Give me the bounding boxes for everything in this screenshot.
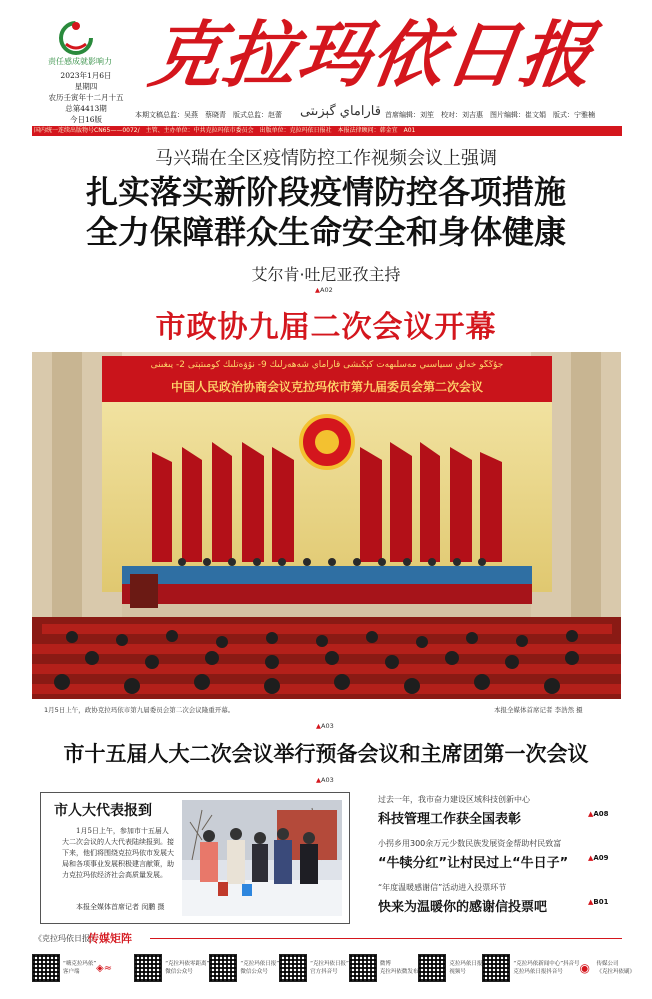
svg-text:◈≈: ◈≈ bbox=[96, 963, 113, 974]
page-ref-label: B01 bbox=[593, 898, 609, 906]
qr-code-icon bbox=[482, 954, 510, 982]
newspaper-logo-icon bbox=[56, 18, 96, 58]
media-item[interactable] bbox=[418, 948, 482, 988]
logo-slogan: 责任感成就影响力 bbox=[48, 57, 112, 66]
teaser-2-ref[interactable] bbox=[588, 854, 609, 862]
media-item-name: 克拉玛依日报 bbox=[449, 961, 483, 967]
qr-code-icon bbox=[279, 954, 307, 982]
photo-caption: 1月5日上午，政协克拉玛依市第九届委员会第二次会议隆重开幕。 bbox=[44, 706, 235, 714]
media-item[interactable] bbox=[96, 948, 134, 988]
lead-headline-line1[interactable]: 扎实落实新阶段疫情防控各项措施 bbox=[85, 173, 566, 211]
footer-divider bbox=[150, 938, 622, 939]
media-item-name: “克拉玛依新闻中心”抖音号 bbox=[513, 961, 580, 967]
media-item-name: “克拉玛依日报” bbox=[240, 961, 280, 967]
media-item-name: “克拉玛依零距离” bbox=[165, 961, 210, 967]
issue-info bbox=[36, 70, 136, 125]
page-ref-label: A03 bbox=[321, 722, 334, 730]
story-credit: 本报全媒体首席记者 闵鹏 摄 bbox=[76, 903, 165, 911]
qr-code-icon bbox=[418, 954, 446, 982]
media-item[interactable] bbox=[134, 948, 209, 988]
story-body: 1月5日上午，参加市十五届人大二次会议的人大代表陆续报到。接下来，他们将围绕克拉玛依市发展大局和各项事业发展积极建言献策，助力克拉玛依经济社会高质量发展。 bbox=[62, 827, 174, 879]
media-item[interactable] bbox=[209, 948, 279, 988]
qr-code-icon bbox=[209, 954, 237, 982]
triangle-icon: ▲ bbox=[588, 898, 594, 906]
delegates-photo[interactable] bbox=[182, 800, 342, 916]
triangle-icon: ▲ bbox=[316, 722, 321, 730]
teaser-3-ref[interactable] bbox=[588, 898, 608, 906]
lead-kicker[interactable]: 马兴瑞在全区疫情防控工作视频会议上强调 bbox=[155, 148, 497, 169]
media-item-name: “嗨克拉玛依” bbox=[63, 961, 97, 967]
photo-credit: 本报全媒体首席记者 李浩然 摄 bbox=[494, 706, 583, 714]
triangle-icon: ▲ bbox=[588, 854, 594, 862]
media-item-name: “克拉玛依日报” bbox=[310, 961, 349, 967]
masthead-uyghur-name: قاراماي گېزىتى bbox=[300, 104, 381, 119]
qr-code-icon bbox=[349, 954, 377, 982]
media-matrix bbox=[32, 948, 636, 988]
lead-headline-line2[interactable]: 全力保障群众生命安全和身体健康 bbox=[85, 213, 566, 251]
conference-photo[interactable] bbox=[32, 352, 621, 699]
media-item-name: 微博 bbox=[379, 961, 391, 967]
banner-uyghur-text: جۇڭگو خەلق سىياسىي مەسلىھەت كېڭىشى قاراماي شەھەرلىك 9- نۆۋەتلىك كومىتېتى 2- يىغىنى bbox=[150, 360, 504, 370]
page-ref-a02[interactable] bbox=[315, 286, 333, 294]
editors-left: 本期文稿总监：吴燕 蔡晓青 版式总监：赵蕾 bbox=[135, 111, 282, 119]
editors-right: 首席编辑：刘笙 校对：刘吉惠 图片编辑：崔文娟 版式：宁雅楠 bbox=[385, 111, 595, 119]
page-ref-label: A02 bbox=[320, 286, 333, 294]
triangle-icon: ▲ bbox=[588, 810, 594, 818]
npc-headline[interactable]: 市十五届人大二次会议举行预备会议和主席团第一次会议 bbox=[63, 742, 589, 766]
issue-number: 总第4413期 bbox=[65, 104, 107, 113]
media-item-type: 客户端 bbox=[63, 969, 80, 975]
teaser-3-sub: “年度温暖感谢信”活动进入投票环节 bbox=[378, 883, 507, 892]
brand-logo-icon bbox=[96, 955, 134, 981]
footer-label: 《克拉玛依日报》 bbox=[34, 934, 98, 943]
page-ref-a03[interactable] bbox=[316, 722, 334, 730]
media-logo-icon: ◉ bbox=[580, 955, 594, 981]
media-item-name: 传媒公司 bbox=[596, 961, 619, 967]
conference-hall-illustration bbox=[32, 352, 621, 699]
qr-code-icon bbox=[32, 954, 60, 982]
teaser-2-headline[interactable]: “牛犊分红”让村民过上“牛日子” bbox=[378, 856, 569, 871]
media-item-type: 视频号 bbox=[449, 969, 466, 975]
publication-info: 国内统一连续出版物号CN65——0072/ 主管、主办单位：中共克拉玛依市委员会 出版单位：克拉玛依日报社 本报法律顾问：韩金宜 A01 bbox=[34, 127, 416, 134]
banner-chinese-text: 中国人民政治协商会议克拉玛依市第九届委员会第二次会议 bbox=[170, 380, 483, 394]
delegates-illustration bbox=[182, 800, 342, 916]
media-item[interactable] bbox=[32, 948, 96, 988]
media-item-type: 《克拉玛依刷》 bbox=[596, 969, 636, 975]
media-item-type: 微信公众号 bbox=[165, 969, 193, 975]
masthead-title: 克拉玛依日报 bbox=[144, 12, 601, 97]
media-item[interactable] bbox=[279, 948, 349, 988]
issue-lunar-date: 农历壬寅年十二月十五 bbox=[48, 93, 124, 102]
story-headline[interactable]: 市人大代表报到 bbox=[54, 803, 152, 819]
page-ref-label: A08 bbox=[593, 810, 609, 818]
media-item[interactable] bbox=[580, 948, 636, 988]
media-item-type: 官方抖音号 bbox=[310, 969, 338, 975]
teaser-3-headline[interactable]: 快来为温暖你的感谢信投票吧 bbox=[378, 900, 548, 915]
triangle-icon: ▲ bbox=[315, 286, 320, 294]
issue-pages: 今日16版 bbox=[69, 115, 103, 124]
cppcc-headline[interactable]: 市政协九届二次会议开幕 bbox=[155, 310, 497, 345]
media-item-type: 微信公众号 bbox=[240, 969, 268, 975]
footer-brand: 传媒矩阵 bbox=[88, 932, 132, 945]
page-ref-label: A03 bbox=[321, 776, 334, 784]
teaser-1-ref[interactable] bbox=[588, 810, 609, 818]
teaser-1-headline[interactable]: 科技管理工作获全国表彰 bbox=[378, 812, 522, 827]
issue-date: 2023年1月6日 bbox=[60, 71, 112, 80]
issue-weekday: 星期四 bbox=[74, 82, 98, 91]
teaser-1-sub: 过去一年，我市奋力建设区域科技创新中心 bbox=[378, 795, 530, 804]
media-item[interactable] bbox=[349, 948, 419, 988]
media-item[interactable] bbox=[482, 948, 579, 988]
media-item-type: 克拉玛依微发布 bbox=[379, 969, 419, 975]
page-ref-label: A09 bbox=[593, 854, 609, 862]
media-item-type: 克拉玛依日报抖音号 bbox=[513, 969, 563, 975]
qr-code-icon bbox=[134, 954, 162, 982]
page-ref-a03-npc[interactable] bbox=[316, 776, 334, 784]
teaser-2-sub: 小拐乡用300余万元少数民族发展资金帮助村民致富 bbox=[378, 839, 562, 848]
lead-host: 艾尔肯·吐尼亚孜主持 bbox=[251, 265, 401, 284]
triangle-icon: ▲ bbox=[316, 776, 321, 784]
